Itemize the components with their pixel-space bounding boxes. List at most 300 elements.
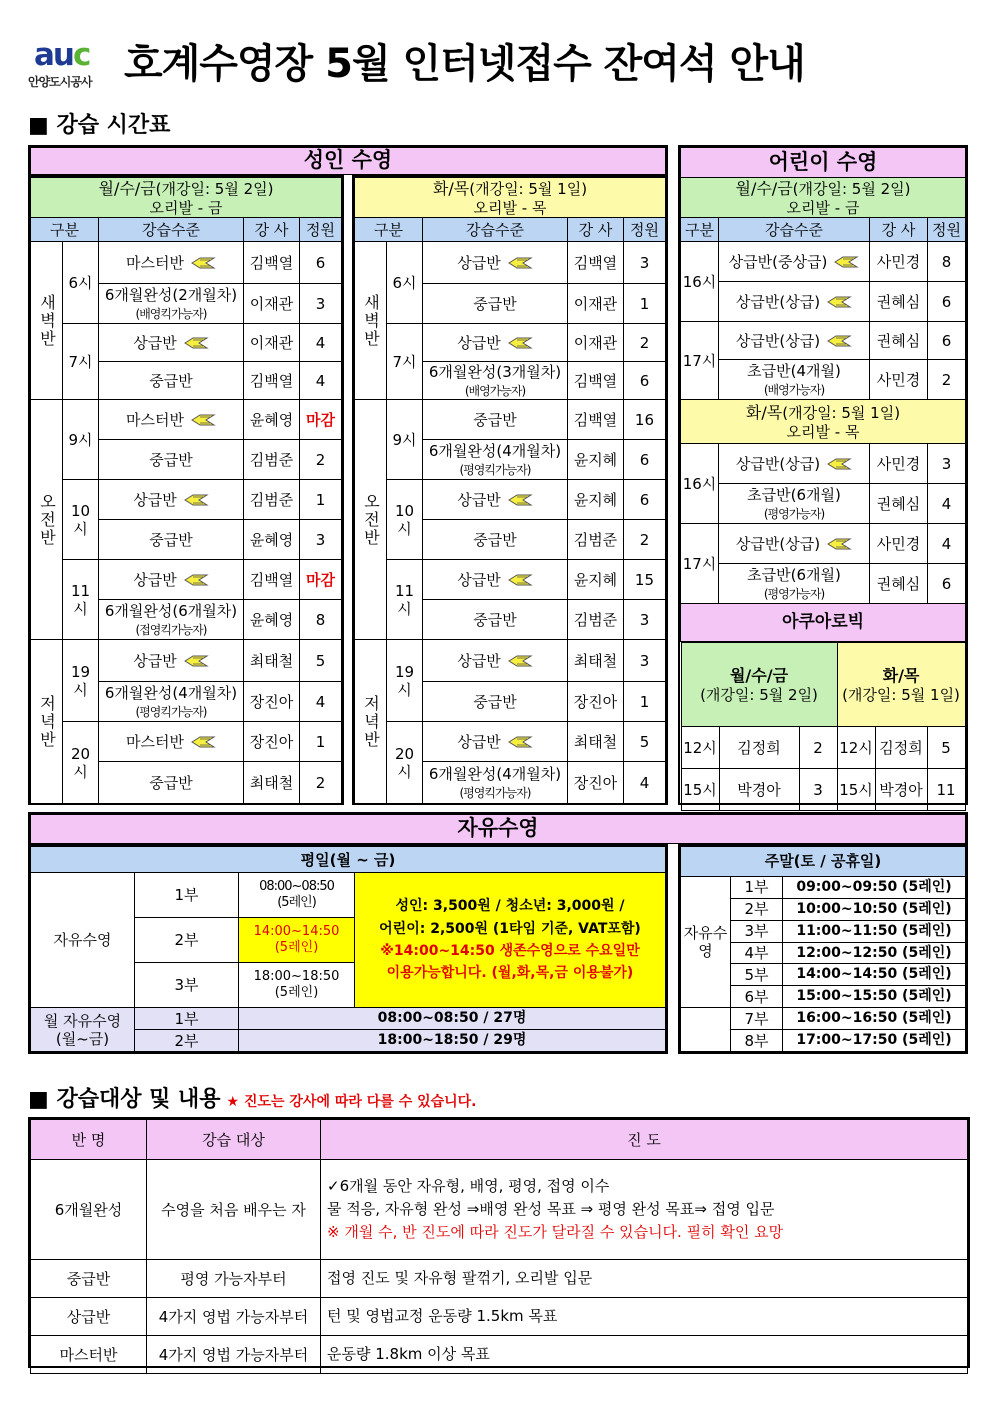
cap-cell: 3 (299, 284, 341, 324)
level-cell (99, 762, 244, 804)
col-progress: 진 도 (321, 1120, 968, 1160)
kick-day: 오리발 - 목 (473, 198, 547, 217)
level-cell (423, 324, 568, 362)
level-sub: (평영킥가능자) (459, 462, 531, 477)
aqua-row (681, 727, 965, 769)
teacher-cell: 이재관 (243, 284, 299, 324)
fin-icon (826, 458, 852, 470)
level-cell (423, 440, 568, 480)
teacher-cell: 권혜심 (870, 564, 928, 604)
fin-icon (183, 337, 209, 349)
cap-cell: 6 (928, 282, 966, 322)
kids-row (681, 564, 966, 604)
level-cell (423, 520, 568, 560)
weekend-part: 6부 (731, 986, 783, 1008)
level-badge (501, 334, 533, 352)
aqua-row (681, 769, 965, 811)
hour-h20: 20시 (387, 722, 423, 804)
col-teacher: 강 사 (243, 218, 299, 242)
adult-title: 성인 수영 (31, 148, 666, 175)
progress-line: 접영 진도 및 자유형 팔꺾기, 오리발 입문 (327, 1268, 593, 1287)
level-badge (177, 571, 209, 589)
level-badge (501, 254, 533, 272)
weekend-part: 4부 (731, 942, 783, 964)
fin-icon (183, 494, 209, 506)
cap-cell: 4 (623, 762, 665, 804)
fin-icon (833, 256, 859, 268)
teacher-cell: 윤혜영 (243, 400, 299, 440)
level-cell (719, 282, 870, 322)
level-name: 중급반 (473, 692, 517, 711)
teacher-cell: 사민경 (870, 524, 928, 564)
adult-mwf-header (31, 178, 342, 218)
cap-cell: 5 (623, 722, 665, 762)
level-name: 6개월완성(4개월차) (428, 764, 562, 783)
fin-icon (190, 257, 216, 269)
class-row (31, 480, 342, 520)
kids-row (681, 242, 966, 282)
hour-h10: 10시 (63, 480, 99, 560)
content-heading-text: ■ 강습대상 및 내용 (28, 1087, 221, 1112)
price-note-2: 이용가능합니다. (월,화,목,금 이용불가) (386, 965, 634, 982)
weekend-part: 2부 (731, 898, 783, 920)
level-name: 상급반(중상급) (728, 252, 828, 271)
level-cell (719, 360, 870, 400)
teacher-cell: 윤지혜 (567, 560, 623, 600)
class-row (31, 400, 342, 440)
cap-cell: 3 (623, 600, 665, 640)
weekend-time: 17:00~17:50 (5레인) (783, 1030, 966, 1052)
teacher-cell: 장진아 (567, 682, 623, 722)
class-row (31, 640, 342, 682)
level-name: 중급반 (473, 410, 517, 429)
level-cell (99, 400, 244, 440)
hour-h20: 20시 (63, 722, 99, 804)
teacher-cell: 김백열 (567, 362, 623, 400)
kids-row (681, 524, 966, 564)
days-label: 화/목 (882, 665, 920, 685)
cap-cell: 5 (299, 640, 341, 682)
days-label: 월/수/금 (98, 178, 156, 198)
adult-mwf-panel (28, 175, 344, 805)
open-date: (개강일: 5월 2일) (155, 179, 274, 198)
class-row (31, 560, 342, 600)
fin-icon (183, 574, 209, 586)
time: 08:00~08:50 (259, 879, 334, 895)
level-name: 상급반(상급) (735, 534, 821, 553)
hour-h11: 11시 (387, 560, 423, 640)
level-name: 상급반(상급) (735, 331, 821, 350)
weekend-part: 1부 (731, 876, 783, 898)
level-name: 6개월완성(6개월차) (104, 601, 238, 620)
kids-panel (678, 145, 968, 805)
cap-cell: 4 (928, 484, 966, 524)
aqua-cap: 3 (799, 769, 837, 811)
aqua-tt-header (837, 643, 965, 727)
aqua-block (681, 642, 966, 812)
level-name: 상급반 (457, 651, 501, 670)
level-badge (177, 491, 209, 509)
hour-h19: 19시 (63, 640, 99, 722)
weekend-time: 14:00~14:50 (5레인) (783, 964, 966, 986)
teacher-cell: 최태철 (567, 640, 623, 682)
hour-h6: 6시 (387, 242, 423, 324)
adult-title-bar (28, 145, 668, 175)
level-badge (820, 293, 852, 311)
days-label: 화/목 (745, 402, 783, 422)
teacher-cell: 권혜심 (870, 484, 928, 524)
fin-icon (507, 257, 533, 269)
progress-line: 운동량 1.8km 이상 목표 (327, 1344, 490, 1363)
level-sub: (평영킥가능자) (459, 785, 531, 800)
level-name: 6개월완성(2개월차) (104, 285, 238, 304)
cap-cell: 4 (299, 362, 341, 400)
cap-cell: 2 (623, 520, 665, 560)
cap-cell: 4 (928, 524, 966, 564)
teacher-cell: 권혜심 (870, 282, 928, 322)
part-3-time (239, 963, 355, 1008)
period-morning: 오전반 (355, 400, 387, 640)
level-cell (423, 762, 568, 804)
teacher-cell: 권혜심 (870, 322, 928, 360)
cap-cell: 8 (928, 242, 966, 282)
part-1: 1부 (135, 873, 239, 918)
teacher-cell: 김백열 (243, 242, 299, 284)
class-name: 6개월완성 (31, 1160, 147, 1260)
level-name: 마스터반 (126, 732, 184, 751)
weekend-part: 7부 (731, 1008, 783, 1030)
level-cell (99, 242, 244, 284)
aqua-teacher: 김정희 (875, 727, 927, 769)
level-name: 상급반 (457, 253, 501, 272)
aqua-teacher: 김정희 (719, 727, 799, 769)
class-target: 4가지 영법 가능자부터 (147, 1298, 321, 1336)
weekday-header: 평일(월 ~ 금) (31, 847, 666, 873)
section-content-heading (28, 1082, 477, 1113)
kick-day: 오리발 - 목 (786, 422, 860, 441)
free-weekday-panel (28, 844, 668, 1054)
level-cell (719, 484, 870, 524)
class-row (355, 242, 666, 284)
aqua-teacher: 박경아 (719, 769, 799, 811)
level-sub: (배영가능자) (464, 383, 526, 398)
teacher-cell: 김백열 (567, 242, 623, 284)
level-cell (423, 640, 568, 682)
weekend-row (681, 876, 966, 898)
progress-line: 턴 및 영법교정 운동량 1.5km 목표 (327, 1306, 558, 1325)
cap-cell: 1 (299, 722, 341, 762)
teacher-cell: 김백열 (243, 362, 299, 400)
class-target: 평영 가능자부터 (147, 1260, 321, 1298)
open-date: (개강일: 5월 2일) (700, 685, 818, 704)
teacher-cell: 김백열 (243, 560, 299, 600)
class-progress (321, 1336, 968, 1374)
kids-row (681, 360, 966, 400)
col-cap: 정원 (623, 218, 665, 242)
level-cell (423, 682, 568, 722)
level-sub: (평영킥가능자) (135, 704, 207, 719)
aqua-time: 15시 (681, 769, 719, 811)
level-cell (423, 242, 568, 284)
hour-h9: 9시 (63, 400, 99, 480)
lane: (5레인) (274, 985, 319, 1000)
open-date: (개강일: 5월 2일) (792, 179, 911, 198)
teacher-cell: 사민경 (870, 242, 928, 282)
class-row (31, 722, 342, 762)
col-cap: 정원 (299, 218, 341, 242)
col-gubun: 구분 (31, 218, 99, 242)
weekend-time: 10:00~10:50 (5레인) (783, 898, 966, 920)
level-cell (423, 722, 568, 762)
open-date: (개강일: 5월 1일) (469, 179, 588, 198)
fin-icon (826, 335, 852, 347)
cap-cell: 3 (299, 520, 341, 560)
cap-cell: 2 (299, 762, 341, 804)
level-name: 중급반 (149, 773, 193, 792)
col-gubun: 구분 (355, 218, 423, 242)
cap-cell: 8 (299, 600, 341, 640)
price-line-2: 어린이: 2,500원 (1타임 기준, VAT포함) (379, 920, 641, 937)
level-name: 6개월완성(4개월차) (104, 683, 238, 702)
content-row (31, 1160, 968, 1260)
teacher-cell: 윤혜영 (243, 520, 299, 560)
time: 14:00~14:50 (253, 924, 340, 940)
cap-cell: 4 (299, 324, 341, 362)
class-row (355, 480, 666, 520)
cap-cell: 6 (928, 564, 966, 604)
progress-line: ✓6개월 동안 자유형, 배영, 평영, 접영 이수 (327, 1176, 610, 1195)
class-name: 상급반 (31, 1298, 147, 1336)
class-row (355, 722, 666, 762)
cap-cell: 1 (299, 480, 341, 520)
cap-cell: 15 (623, 560, 665, 600)
cap-cell: 6 (928, 322, 966, 360)
teacher-cell: 장진아 (243, 722, 299, 762)
free-weekend-panel (678, 844, 968, 1054)
adult-tt-panel (352, 175, 668, 805)
cap-cell: 1 (623, 284, 665, 324)
open-date: (개강일: 5월 1일) (842, 685, 960, 704)
level-sub: (배영킥가능자) (135, 306, 207, 321)
time: 18:00~18:50 (253, 969, 340, 985)
col-level: 강습수준 (719, 218, 870, 242)
level-name: 6개월완성(4개월차) (428, 441, 562, 460)
free-label: 자유수영 (31, 873, 135, 1008)
monthly-value-2: 18:00~18:50 / 29명 (239, 1030, 666, 1052)
level-cell (99, 600, 244, 640)
weekend-part: 3부 (731, 920, 783, 942)
level-cell (719, 524, 870, 564)
aqua-cap: 11 (927, 769, 965, 811)
teacher-cell: 윤혜영 (243, 600, 299, 640)
level-sub: (배영가능자) (763, 382, 825, 397)
page-title: 호계수영장 5월 인터넷접수 잔여석 안내 (124, 41, 805, 87)
level-name: 상급반 (457, 732, 501, 751)
teacher-cell: 윤지혜 (567, 480, 623, 520)
hour-h10: 10시 (387, 480, 423, 560)
kids-mwf-header (681, 178, 966, 218)
logo-mark (34, 38, 89, 72)
level-sub: (평영가능자) (763, 506, 825, 521)
class-row (31, 242, 342, 284)
days-label: 화/목 (432, 178, 470, 198)
level-name: 마스터반 (126, 253, 184, 272)
class-row (355, 560, 666, 600)
level-cell (423, 400, 568, 440)
cap-cell: 6 (623, 480, 665, 520)
teacher-cell: 이재관 (567, 324, 623, 362)
period-morning: 오전반 (31, 400, 63, 640)
level-badge (820, 455, 852, 473)
teacher-cell: 최태철 (567, 722, 623, 762)
level-name: 중급반 (149, 530, 193, 549)
hour-h7: 7시 (387, 324, 423, 400)
aqua-cap: 2 (799, 727, 837, 769)
teacher-cell: 장진아 (243, 682, 299, 722)
level-badge (177, 334, 209, 352)
level-name: 초급반(6개월) (747, 565, 841, 584)
level-name: 상급반(상급) (735, 292, 821, 311)
teacher-cell: 김범준 (243, 480, 299, 520)
level-name: 상급반 (457, 333, 501, 352)
weekend-time: 16:00~16:50 (5레인) (783, 1008, 966, 1030)
cap-cell: 3 (623, 640, 665, 682)
price-note-1: ※14:00~14:50 생존수영으로 수요일만 (380, 943, 640, 959)
aqua-time: 12시 (837, 727, 875, 769)
level-badge (501, 571, 533, 589)
class-name: 중급반 (31, 1260, 147, 1298)
aqua-time: 15시 (837, 769, 875, 811)
class-row (355, 324, 666, 362)
teacher-cell: 김범준 (243, 440, 299, 480)
kids-row (681, 484, 966, 524)
progress-warning: ※ 개월 수, 반 진도에 따라 진도가 달라질 수 있습니다. 필히 확인 요망 (327, 1223, 784, 1242)
monthly-label: 월 자유수영 (월~금) (31, 1008, 135, 1052)
cap-cell: 1 (623, 682, 665, 722)
hour-h16: 16시 (681, 444, 719, 524)
aqua-title: 아쿠아로빅 (681, 604, 966, 642)
teacher-cell: 이재관 (243, 324, 299, 362)
part-2-time (239, 918, 355, 963)
aqua-time: 12시 (681, 727, 719, 769)
cap-cell: 16 (623, 400, 665, 440)
teacher-cell: 김범준 (567, 600, 623, 640)
level-cell (99, 640, 244, 682)
teacher-cell: 김백열 (567, 400, 623, 440)
logo-mark-text: auc (34, 37, 90, 73)
weekend-time: 09:00~09:50 (5레인) (783, 876, 966, 898)
days-label: 월/수/금 (729, 665, 789, 685)
level-name: 상급반 (133, 333, 177, 352)
level-name: 중급반 (473, 294, 517, 313)
lane: (5레인) (277, 895, 316, 910)
level-name: 초급반(4개월) (747, 361, 841, 380)
class-row (31, 324, 342, 362)
level-name: 상급반 (457, 570, 501, 589)
teacher-cell: 최태철 (243, 640, 299, 682)
days-label: 월/수/금 (735, 178, 793, 198)
level-cell (99, 440, 244, 480)
hour-h6: 6시 (63, 242, 99, 324)
cap-cell: 마감 (299, 560, 341, 600)
level-name: 중급반 (473, 610, 517, 629)
cap-cell: 2 (299, 440, 341, 480)
fin-icon (507, 494, 533, 506)
level-sub: (평영가능자) (763, 586, 825, 601)
content-row (31, 1298, 968, 1336)
lane: (5레인) (274, 940, 319, 955)
fin-icon (190, 414, 216, 426)
level-cell (719, 322, 870, 360)
level-name: 마스터반 (126, 410, 184, 429)
cap-cell: 3 (928, 444, 966, 484)
class-target: 4가지 영법 가능자부터 (147, 1336, 321, 1374)
cap-cell: 2 (928, 360, 966, 400)
kids-tt-header (681, 400, 966, 444)
kids-row (681, 322, 966, 360)
weekend-header: 주말(토 / 공휴일) (681, 847, 966, 877)
cap-cell: 6 (623, 440, 665, 480)
period-dawn: 새벽반 (31, 242, 63, 400)
kids-title: 어린이 수영 (681, 148, 966, 178)
level-cell (719, 242, 870, 282)
col-level: 강습수준 (423, 218, 568, 242)
level-cell (99, 722, 244, 762)
fin-icon (507, 337, 533, 349)
level-cell (99, 520, 244, 560)
teacher-cell: 장진아 (567, 762, 623, 804)
level-name: 중급반 (149, 450, 193, 469)
level-name: 6개월완성(3개월차) (428, 362, 562, 381)
level-name: 중급반 (149, 371, 193, 390)
level-name: 중급반 (473, 530, 517, 549)
level-cell (423, 560, 568, 600)
class-progress (321, 1298, 968, 1336)
level-badge (184, 411, 216, 429)
period-dawn: 새벽반 (355, 242, 387, 400)
class-target: 수영을 처음 배우는 자 (147, 1160, 321, 1260)
class-row (355, 640, 666, 682)
teacher-cell: 사민경 (870, 360, 928, 400)
col-gubun: 구분 (681, 218, 719, 242)
level-cell (99, 560, 244, 600)
weekend-time: 15:00~15:50 (5레인) (783, 986, 966, 1008)
period-evening: 저녁반 (31, 640, 63, 804)
content-note: ★ 진도는 강사에 따라 다를 수 있습니다. (226, 1094, 477, 1110)
level-name: 상급반 (457, 490, 501, 509)
part-3: 3부 (135, 963, 239, 1008)
level-cell (423, 284, 568, 324)
teacher-cell: 김범준 (567, 520, 623, 560)
level-name: 상급반 (133, 570, 177, 589)
monthly-part-2: 2부 (135, 1030, 239, 1052)
hour-h17: 17시 (681, 524, 719, 604)
aqua-mwf-header (681, 643, 837, 727)
weekend-label: 자유수영 (681, 876, 731, 1007)
level-badge (184, 254, 216, 272)
level-sub: (접영킥가능자) (135, 622, 207, 637)
cap-cell: 마감 (299, 400, 341, 440)
progress-line: 물 적응, 자유형 완성 ⇒배영 완성 목표 ⇒ 평영 완성 목표⇒ 접영 입문 (327, 1199, 775, 1218)
level-cell (99, 284, 244, 324)
level-cell (99, 480, 244, 520)
fin-icon (826, 296, 852, 308)
price-line-1: 성인: 3,500원 / 청소년: 3,000원 / (395, 898, 625, 915)
level-name: 상급반(상급) (735, 454, 821, 473)
level-badge (501, 491, 533, 509)
part-2: 2부 (135, 918, 239, 963)
open-date: (개강일: 5월 1일) (782, 403, 901, 422)
